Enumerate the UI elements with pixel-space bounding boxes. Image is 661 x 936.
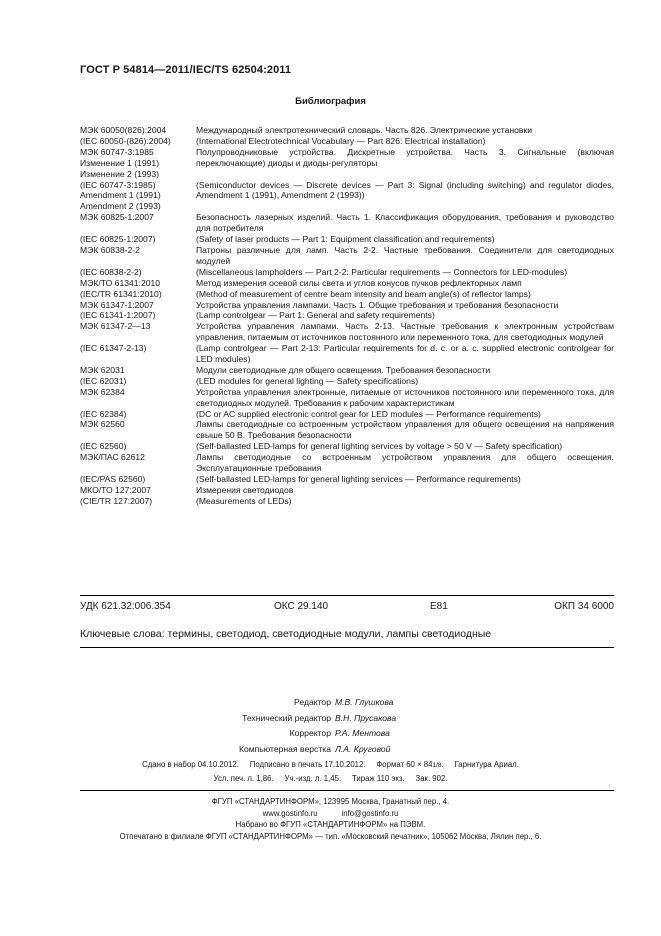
reference-title: Модули светодиодные для общего освещения. Требования безопасности	[196, 364, 491, 375]
credit-name: В.Н. Прусакова	[335, 712, 397, 723]
reference-title: Международный электротехнический словарь. Часть 826. Электрические установки	[196, 125, 533, 135]
reference-code: МЭК 62384	[80, 386, 125, 397]
reference-title: (Miscellaneous lampholders — Part 2-2: Particular requirements — Connectors for LED-modules)	[196, 266, 568, 277]
reference-title: Устройства управления электронные, питаемые от источников постоянного или переменного тока, для светодиодных модулей. Требования к рабочим характеристикам	[196, 386, 614, 408]
reference-entry	[80, 289, 614, 300]
printed-note: Отпечатано в филиале ФГУП «СТАНДАРТИНФОРМ» — тип. «Московский печатник», 105062 Москва, Лялин пер., 6.	[119, 831, 542, 841]
reference-entry	[80, 474, 614, 485]
reference-code: (CIE/TR 127:2007)	[80, 495, 153, 506]
credit-name: М.В. Глушкова	[335, 697, 394, 707]
reference-title: (Lamp controlgear — Part 1: General and safety requirements)	[196, 310, 435, 321]
section-title: Библиография	[295, 96, 366, 107]
reference-title: (Safety of laser products — Part 1: Equipment classification and requirements)	[196, 234, 495, 245]
credits-block	[0, 695, 661, 757]
reference-title: Метод измерения осевой силы света и углов конусов пучков рефлекторных ламп	[196, 277, 522, 288]
format-fraction: 1/8	[432, 762, 442, 769]
reference-entry	[80, 310, 614, 321]
reference-code: (IEC 61341-1:2007)	[80, 310, 156, 321]
reference-code: (IEC 62384)	[80, 408, 127, 419]
reference-entry	[80, 278, 614, 289]
reference-entry	[80, 376, 614, 387]
reference-title: (Method of measurement of centre beam intensity and beam angle(s) of reflector lamps)	[196, 288, 531, 299]
reference-code: МЭК 60747-3:1985 Изменение 1 (1991) Изменение 2 (1993)	[80, 146, 160, 179]
reference-code: (IEC 62560)	[80, 441, 127, 452]
reference-code: МЭК 60050(826):2004	[80, 125, 167, 135]
reference-entry	[80, 496, 614, 507]
reference-title: Лампы светодиодные со встроенным устройством управления для общего освещения. Эксплуатационные требования	[196, 452, 614, 474]
divider-bottom	[80, 647, 614, 648]
reference-title: Безопасность лазерных изделий. Часть 1. Классификация оборудования, требования и руководство для потребителя	[196, 212, 614, 234]
keywords: Ключевые слова: термины, светодиод, светодиодные модули, лампы светодиодные	[80, 628, 492, 640]
credit-line	[0, 711, 661, 727]
reference-code: (IEC 60050-(826):2004)	[80, 135, 171, 146]
reference-title: Полупроводниковые устройства. Дискретные устройства. Часть 3. Сигнальные (включая переключающие) диоды и диоды-регуляторы	[196, 146, 614, 168]
reference-code: МКО/ТО 127:2007	[80, 484, 151, 495]
credit-name: Р.А. Ментова	[335, 728, 390, 738]
reference-code: (IEC 60747-3:1985) Amendment 1 (1991) Amendment 2 (1993)	[80, 179, 161, 212]
classification-row	[80, 601, 614, 615]
print-info-line1: Сдано в набор 04.10.2012. Подписано в печать 17.10.2012. Формат 60 × 841/8. Гарнитура Ариал.	[142, 760, 519, 769]
reference-entry	[80, 234, 614, 245]
publisher-website[interactable]: www.gostinfo.ru	[262, 808, 318, 818]
okp-code: ОКП 34 6000	[554, 601, 614, 612]
reference-title: (LED modules for general lighting — Safety specifications)	[196, 375, 419, 386]
typeface: Гарнитура Ариал.	[454, 760, 519, 769]
reference-entry	[80, 212, 614, 234]
reference-title: Лампы светодиодные со встроенным устройством управления для общего освещения на напряжения свыше 50 В. Требования безопасности	[196, 419, 614, 441]
reference-title: Измерения светодиодов	[196, 484, 294, 495]
reference-entry	[80, 245, 614, 267]
credit-role: Компьютерная верстка	[238, 743, 331, 754]
reference-code: (IEC/TR 61341:2010)	[80, 288, 162, 299]
reference-title: Устройства управления лампами. Часть 1. Общие требования и требования безопасности	[196, 299, 559, 310]
print-info-line2	[0, 774, 661, 783]
reference-entry	[80, 147, 614, 180]
reference-entry	[80, 441, 614, 452]
reference-entry	[80, 365, 614, 376]
reference-code: МЭК 62560	[80, 419, 125, 430]
reference-entry	[80, 300, 614, 311]
udc-code: УДК 621.32:006.354	[80, 601, 171, 612]
publisher-email[interactable]: info@gostinfo.ru	[341, 808, 399, 818]
reference-entry	[80, 452, 614, 474]
signed-date: Подписано в печать 17.10.2012.	[249, 760, 366, 769]
reference-entry	[80, 267, 614, 278]
format: Формат 60 × 84	[376, 760, 433, 769]
divider-top	[80, 595, 614, 596]
e-code: Е81	[430, 601, 448, 612]
credit-line	[0, 742, 661, 758]
printed-sheets: Усл. печ. л. 1,86.	[213, 774, 274, 783]
reference-code: МЭК 62031	[80, 364, 125, 375]
typeset-note: Набрано во ФГУП «СТАНДАРТИНФОРМ» на ПЭВМ.	[235, 820, 426, 829]
reference-code: (IEC 61347-2-13)	[80, 343, 147, 354]
reference-title: Устройства управления лампами. Часть 2-13. Частные требования к электронным устройствам управления, питаемым от источников постоянного или переменного тока, для светодиодных модулей	[196, 321, 614, 343]
reference-code: МЭК 61347-1:2007	[80, 299, 154, 310]
credit-line	[0, 726, 661, 742]
credit-name: Л.А. Круговой	[335, 743, 391, 754]
reference-entry	[80, 419, 614, 441]
publisher-sheets: Уч.-изд. л. 1,45.	[284, 774, 342, 783]
reference-list	[80, 125, 614, 507]
reference-entry	[80, 485, 614, 496]
reference-code: (IEC 60825-1:2007)	[80, 234, 156, 245]
reference-code: МЭК 60825-1:2007	[80, 212, 154, 223]
reference-title: (DC or AC supplied electronic control gear for LED modules — Performance requirements)	[196, 408, 541, 419]
order-number: Зак. 902.	[415, 774, 448, 783]
reference-code: МЭК 60838-2-2	[80, 244, 140, 255]
reference-code: (IEC 62031)	[80, 375, 127, 386]
document-header: ГОСТ Р 54814—2011/IEC/TS 62504:2011	[80, 64, 292, 76]
credit-role: Редактор	[294, 697, 331, 707]
oks-code: ОКС 29.140	[274, 601, 329, 612]
reference-entry	[80, 343, 614, 365]
reference-entry	[80, 321, 614, 343]
credit-line	[0, 695, 661, 711]
reference-entry	[80, 409, 614, 420]
reference-title: (International Electrotechnical Vocabulary — Part 826: Electrical installation)	[196, 135, 486, 146]
reference-title: (Semiconductor devices — Discrete devices — Part 3: Signal (including switching) and regulator diodes, Amendment 1 (1991), Amendment 2 (1993))	[196, 179, 614, 201]
typeset-date: Сдано в набор 04.10.2012.	[142, 760, 239, 769]
reference-title: (Self-ballasted LED-lamps for general lighting services by voltage > 50 V — Safety specification)	[196, 441, 563, 452]
reference-entry	[80, 387, 614, 409]
reference-code: МЭК/ТО 61341:2010	[80, 277, 161, 288]
reference-title: Патроны различные для ламп. Часть 2-2. Частные требования. Соединители для светодиодных модулей	[196, 244, 614, 266]
publisher-block	[0, 796, 661, 842]
reference-code: МЭК 61347-2—13	[80, 321, 151, 332]
reference-code: МЭК/ПАС 62612	[80, 452, 145, 463]
reference-title: (Measurements of LEDs)	[196, 495, 292, 506]
publisher-address: ФГУП «СТАНДАРТИНФОРМ», 123995 Москва, Гранатный пер., 4.	[211, 797, 450, 806]
credit-role: Технический редактор	[242, 712, 331, 723]
publisher-contacts	[0, 808, 661, 820]
reference-code: (IEC/PAS 62560)	[80, 474, 146, 484]
reference-entry	[80, 180, 614, 213]
divider-publisher	[80, 790, 614, 791]
reference-entry	[80, 136, 614, 147]
credit-role: Корректор	[289, 728, 331, 738]
reference-title: (Self-ballasted LED-lamps for general lighting services — Performance requirements)	[196, 474, 521, 484]
reference-code: (IEC 60838-2-2)	[80, 266, 142, 277]
reference-entry	[80, 125, 614, 136]
print-run: Тираж 110 экз.	[352, 774, 405, 783]
reference-title: (Lamp controlgear — Part 2-13: Particular requirements for d. c. or a. c. supplied electronic controlgear for LED modules)	[196, 343, 614, 365]
